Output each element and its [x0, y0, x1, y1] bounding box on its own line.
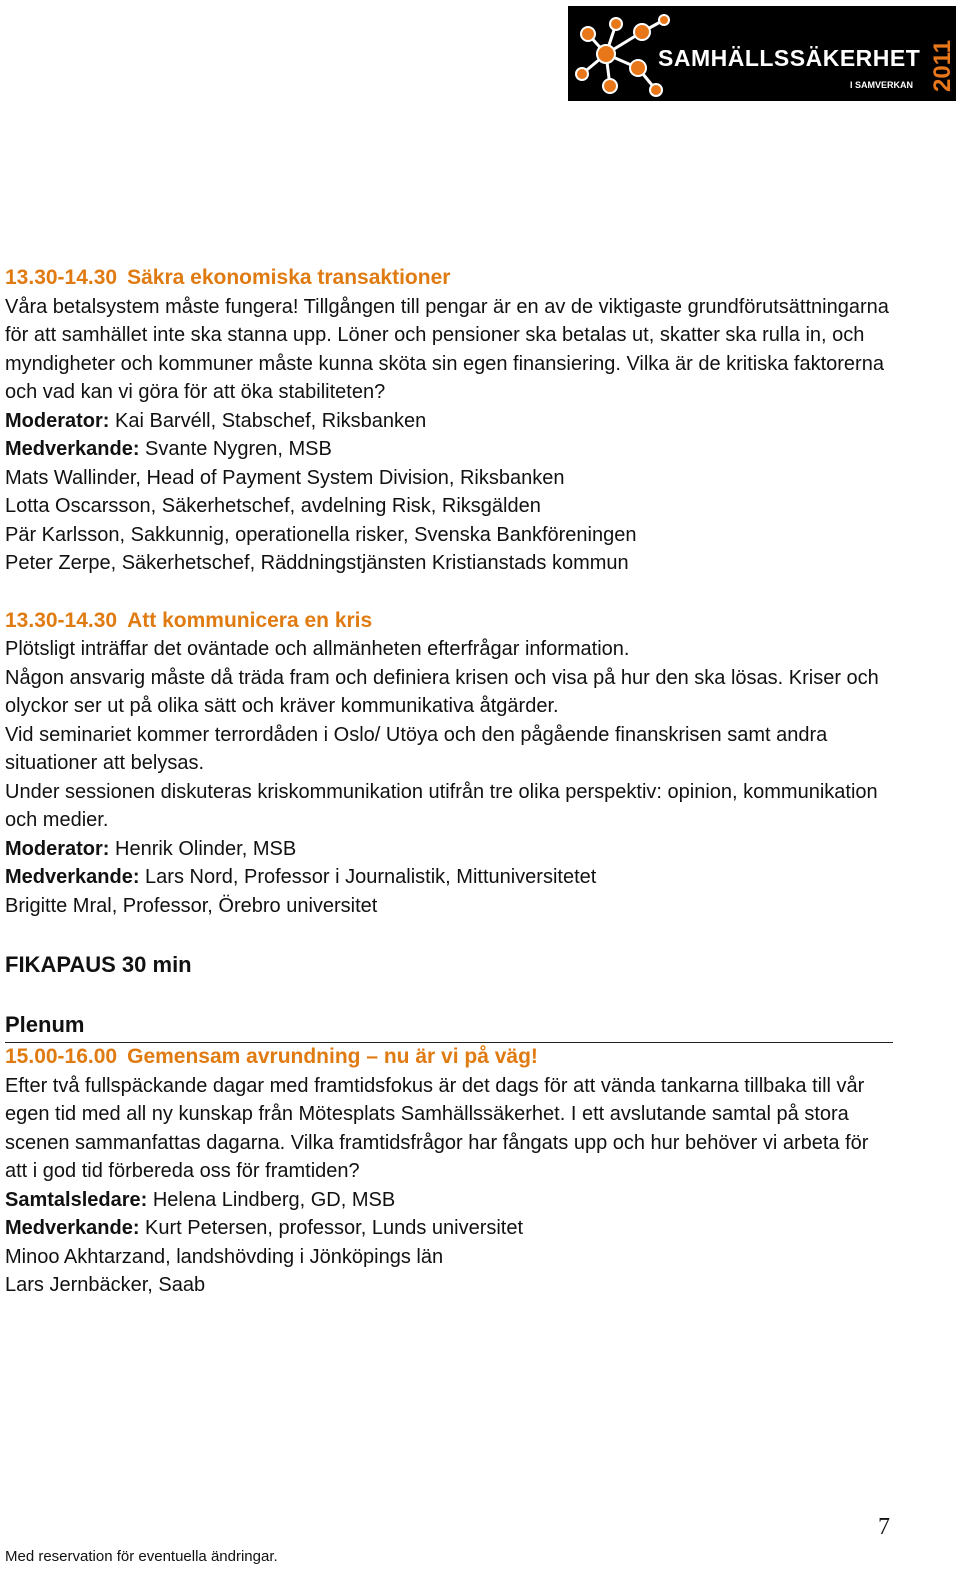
session-paragraph: Plötsligt inträffar det oväntade och allmänheten efterfrågar information.: [5, 638, 630, 660]
program-content: [5, 264, 895, 1300]
session-heading: [5, 607, 895, 636]
participant: Peter Zerpe, Säkerhetschef, Räddningstjänsten Kristianstads kommun: [5, 552, 629, 574]
spacer: [5, 980, 895, 1010]
participant: Lotta Oscarsson, Säkerhetschef, avdelning Risk, Riksgälden: [5, 495, 541, 517]
moderator-name: Henrik Olinder, MSB: [109, 837, 297, 860]
participants-label: Medverkande:: [5, 438, 140, 460]
moderator-name: Helena Lindberg, GD, MSB: [147, 1188, 396, 1211]
session-paragraph: Under sessionen diskuteras kriskommunikation utifrån tre olika perspektiv: opinion, kommunikation och medier.: [5, 780, 878, 831]
moderator-line: [5, 835, 895, 864]
participants-line: [5, 863, 895, 892]
participants-label: Medverkande:: [5, 866, 140, 888]
participant: Lars Jernbäcker, Saab: [5, 1274, 206, 1296]
spacer: [5, 578, 895, 607]
session-time: 15.00-16.00: [5, 1045, 118, 1068]
session-paragraph: Någon ansvarig måste då träda fram och definiera krisen och visa på hur den ska lösas. Kriser och olyckor ser ut på olika sätt och kräver kommunikativa åtgärder.: [5, 666, 879, 717]
logo-tagline: I SAMVERKAN: [850, 80, 914, 90]
session-title: Säkra ekonomiska transaktioner: [127, 266, 451, 289]
participants-line: [5, 435, 895, 464]
participant: Pär Karlsson, Sakkunnig, operationella risker, Svenska Bankföreningen: [5, 523, 637, 546]
session-title: Gemensam avrundning – nu är vi på väg!: [127, 1045, 538, 1068]
page-number: 7: [878, 1514, 890, 1540]
logo-graphic: [568, 6, 956, 101]
moderator-name: Kai Barvéll, Stabschef, Riksbanken: [109, 409, 427, 432]
session-time: 13.30-14.30: [5, 266, 118, 289]
logo-year: 2011: [929, 39, 956, 92]
moderator-line: [5, 1186, 895, 1215]
plenum-heading: Plenum: [5, 1010, 893, 1043]
participant: Lars Nord, Professor i Journalistik, Mittuniversitetet: [139, 866, 597, 888]
session-title: Att kommunicera en kris: [127, 608, 373, 632]
break-heading: FIKAPAUS 30 min: [5, 952, 192, 977]
session-description: Efter två fullspäckande dagar med framtidsfokus är det dags för att vända tankarna tillbaka till vår egen tid med all ny kunskap från Mötesplats Samhällssäkerhet. I ett avslutande samtal på stora scenen sammanfattas dagarna. Vilka framtidsfrågor har fångats upp och hur behöver vi arbeta för att i god tid förbereda oss för framtiden?: [5, 1074, 869, 1182]
moderator-label: Moderator:: [5, 837, 110, 860]
moderator-label: Moderator:: [5, 409, 110, 432]
logo-name: SAMHÄLLSSÄKERHET: [658, 45, 921, 71]
footer-note: Med reservation för eventuella ändringar.: [5, 1548, 278, 1565]
participant: Svante Nygren, MSB: [139, 438, 332, 460]
session-description: Våra betalsystem måste fungera! Tillgången till pengar är en av de viktigaste grundförutsättningarna för att samhället inte ska stanna upp. Löner och pensioner ska betalas ut, skatter ska rulla in, och myndigheter och kommuner måste kunna sköta sin egen finansiering. Vilka är de kritiska faktorerna och vad kan vi göra för att öka stabiliteten?: [5, 295, 889, 403]
participant: Kurt Petersen, professor, Lunds universitet: [139, 1217, 524, 1239]
session-heading: [5, 264, 895, 293]
session-paragraph: Vid seminariet kommer terrordåden i Oslo/ Utöya och den pågående finanskrisen samt andra situationer att belysas.: [5, 723, 828, 774]
participant: Brigitte Mral, Professor, Örebro universitet: [5, 894, 378, 917]
moderator-line: [5, 407, 895, 436]
spacer: [5, 920, 895, 950]
moderator-label: Samtalsledare:: [5, 1188, 148, 1211]
session-heading: [5, 1043, 895, 1072]
samhallssakerhet-logo: [568, 6, 956, 101]
participant: Mats Wallinder, Head of Payment System Division, Riksbanken: [5, 466, 565, 489]
participant: Minoo Akhtarzand, landshövding i Jönköpings län: [5, 1245, 444, 1268]
participants-line: [5, 1214, 895, 1243]
participants-label: Medverkande:: [5, 1217, 140, 1239]
session-time: 13.30-14.30: [5, 608, 118, 632]
